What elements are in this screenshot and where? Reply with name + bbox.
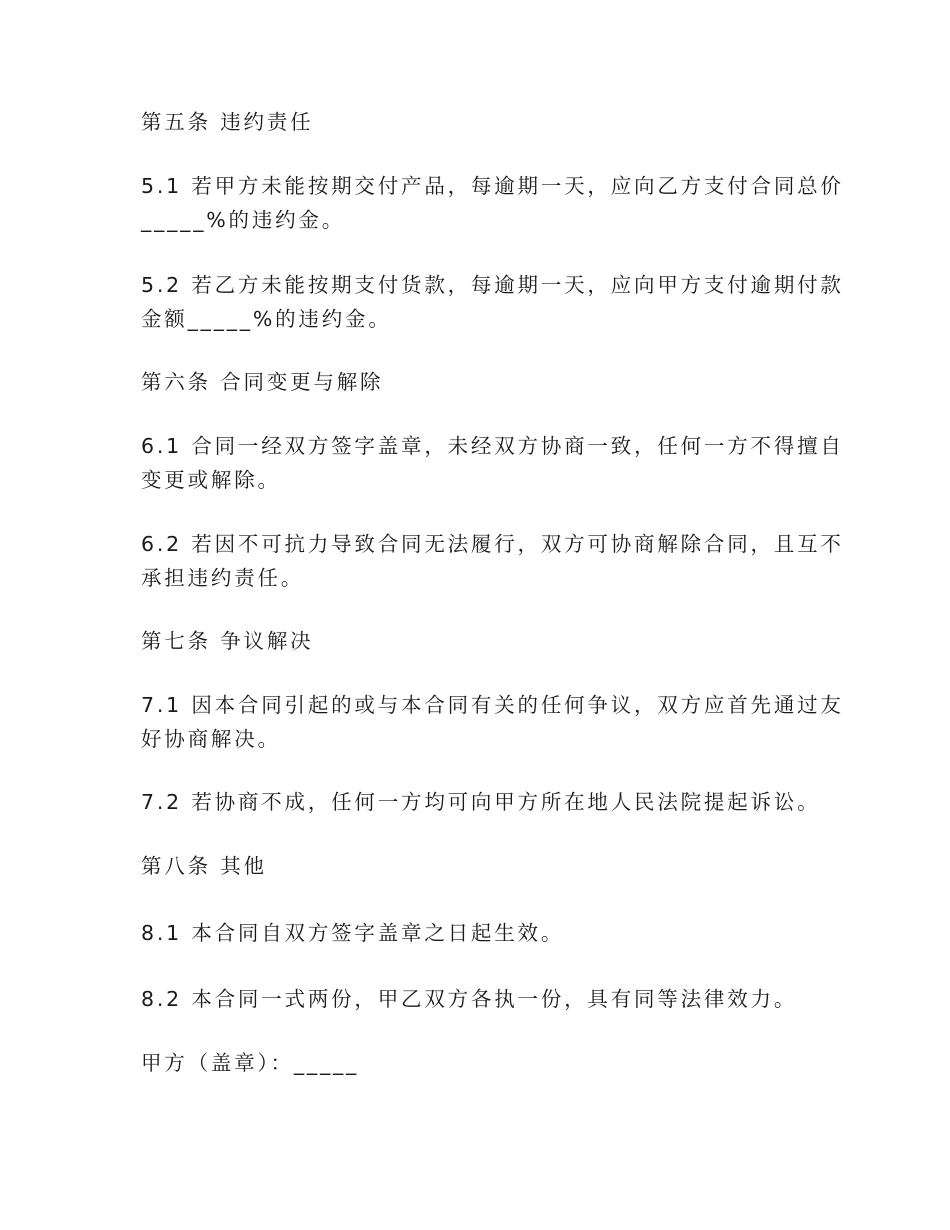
clause-8-2: 8.2 本合同一式两份，甲乙双方各执一份，具有同等法律效力。: [141, 987, 798, 1011]
section-heading-breach-liability: 第五条 违约责任: [141, 110, 314, 134]
clause-7-1-line-1: 7.1 因本合同引起的或与本合同有关的任何争议，双方应首先通过友: [141, 693, 844, 717]
clause-5-2-line-2: 金额_____%的违约金。: [141, 307, 392, 331]
clause-6-1-line-1: 6.1 合同一经双方签字盖章，未经双方协商一致，任何一方不得擅自: [141, 434, 844, 458]
clause-7-1-line-2: 好协商解决。: [141, 727, 281, 751]
clause-5-1-line-1: 5.1 若甲方未能按期交付产品，每逾期一天，应向乙方支付合同总价: [141, 174, 844, 198]
signature-party-a: 甲方（盖章）：_____: [141, 1051, 360, 1075]
section-heading-amendment-termination: 第六条 合同变更与解除: [141, 370, 384, 394]
clause-8-1: 8.1 本合同自双方签字盖章之日起生效。: [141, 921, 565, 945]
clause-6-2-line-2: 承担违约责任。: [141, 566, 305, 590]
section-heading-miscellaneous: 第八条 其他: [141, 854, 267, 878]
section-heading-dispute-resolution: 第七条 争议解决: [141, 629, 314, 653]
clause-6-1-line-2: 变更或解除。: [141, 468, 281, 492]
clause-5-1-line-2: _____%的违约金。: [141, 208, 346, 232]
clause-7-2: 7.2 若协商不成，任何一方均可向甲方所在地人民法院提起诉讼。: [141, 790, 821, 814]
clause-5-2-line-1: 5.2 若乙方未能按期支付货款，每逾期一天，应向甲方支付逾期付款: [141, 273, 844, 297]
clause-6-2-line-1: 6.2 若因不可抗力导致合同无法履行，双方可协商解除合同，且互不: [141, 532, 844, 556]
